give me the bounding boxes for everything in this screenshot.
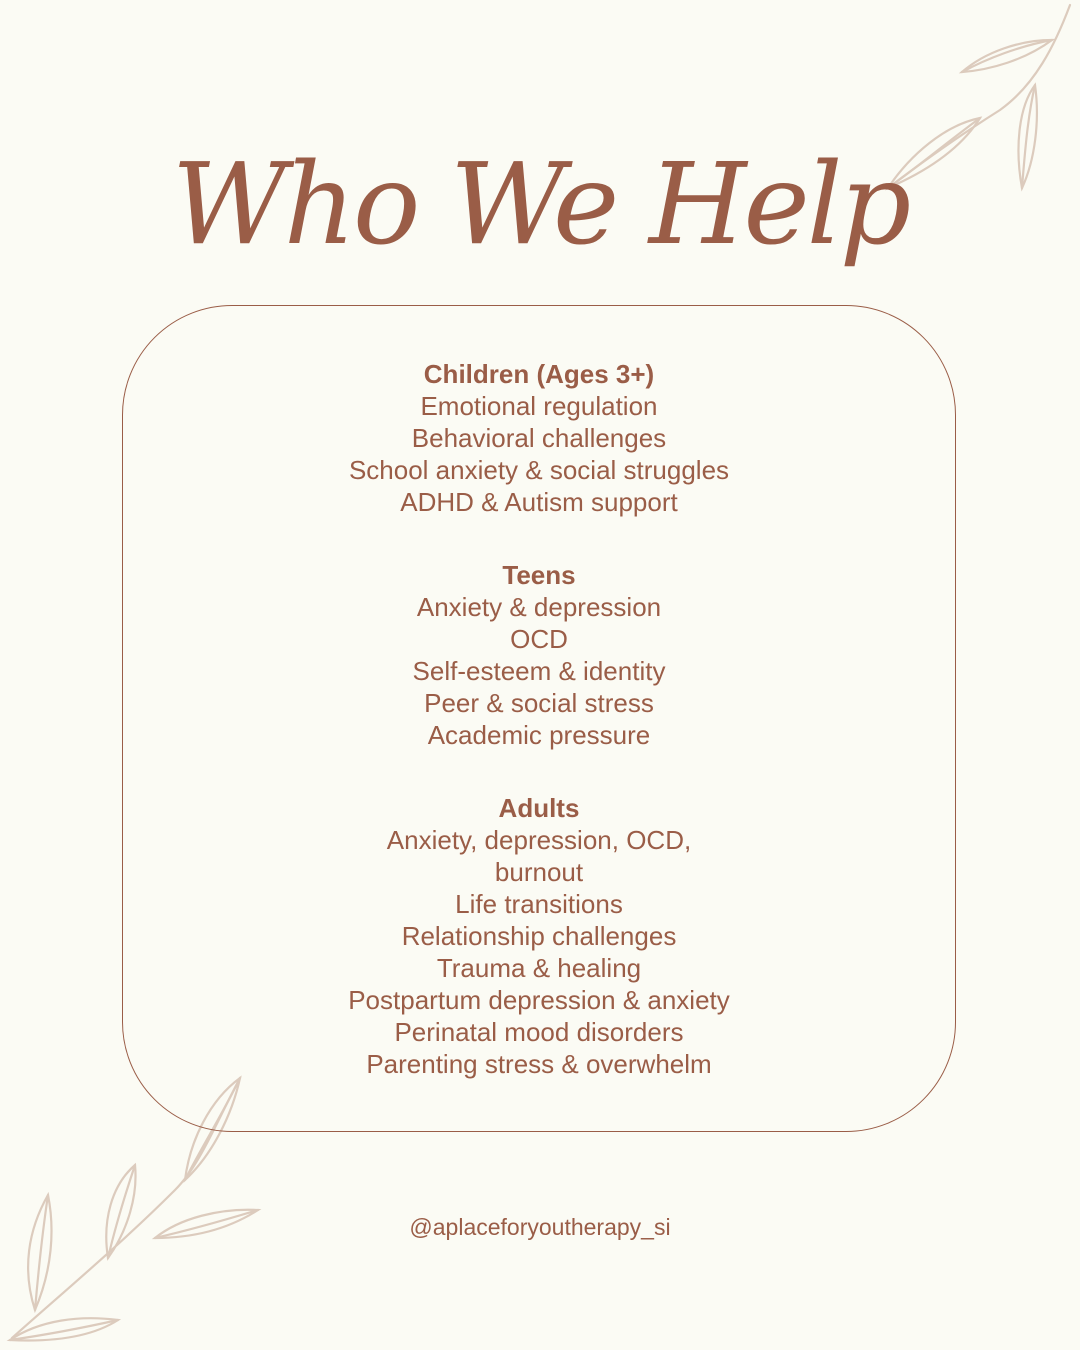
list-item: burnout: [494, 857, 584, 887]
list-item: School anxiety & social struggles: [348, 455, 730, 485]
list-item: Anxiety & depression: [416, 592, 662, 622]
social-handle: @aplaceforyoutherapy_si: [409, 1214, 671, 1240]
group-heading: Teens: [502, 560, 576, 590]
group-adults: [122, 792, 956, 1080]
list-item: Postpartum depression & anxiety: [348, 985, 730, 1015]
list-item: ADHD & Autism support: [400, 487, 678, 517]
group-teens: [122, 559, 956, 751]
list-item: Relationship challenges: [401, 921, 677, 951]
list-item: Trauma & healing: [436, 953, 642, 983]
group-heading: Adults: [498, 793, 580, 823]
group-heading: Children (Ages 3+): [423, 359, 655, 389]
list-item: Academic pressure: [427, 720, 651, 750]
list-item: Parenting stress & overwhelm: [366, 1049, 712, 1079]
list-item: Peer & social stress: [424, 688, 654, 718]
list-item: Perinatal mood disorders: [394, 1017, 684, 1047]
list-item: Behavioral challenges: [411, 423, 667, 453]
list-item: Self-esteem & identity: [412, 656, 666, 686]
services-list: [122, 358, 956, 1121]
page-title: Who We Help: [171, 140, 909, 270]
list-item: Life transitions: [455, 889, 623, 919]
list-item: Emotional regulation: [420, 391, 658, 421]
list-item: Anxiety, depression, OCD,: [386, 825, 692, 855]
list-item: OCD: [510, 624, 568, 654]
group-children: [122, 358, 956, 518]
